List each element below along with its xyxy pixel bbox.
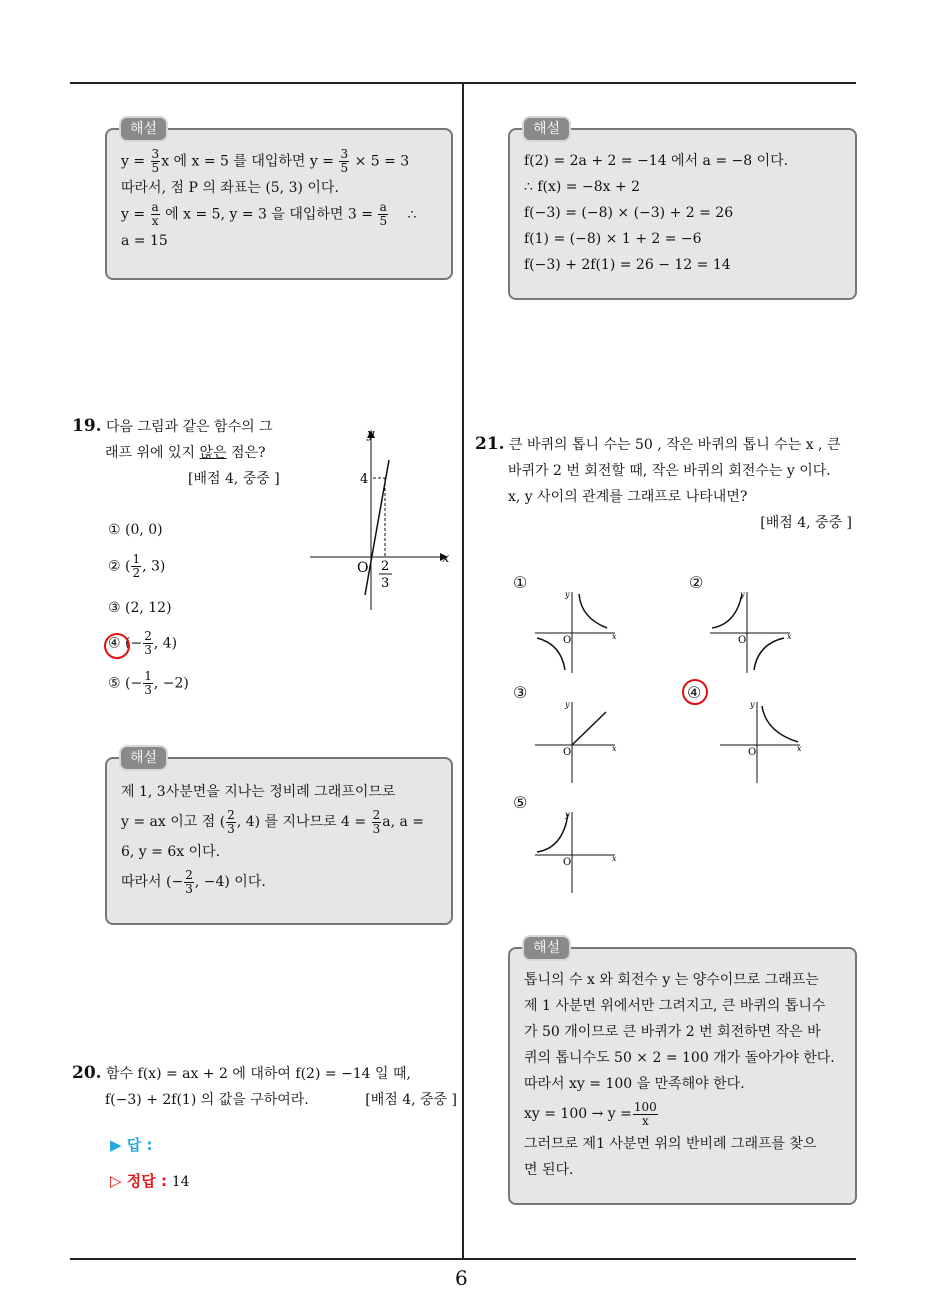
choice-5[interactable]: ⑤ (− $\frac{1}{3}$ , −2) [108,669,189,697]
y-axis-label: y [367,427,375,442]
solution-badge: 해설 [522,935,571,961]
answer-value: 14 [171,1174,190,1190]
solution-badge: 해설 [119,116,168,142]
svg-text:y: y [565,700,570,709]
solution-line: y = $\frac{a}{x}$ 에 x = 5, y = 3 을 대입하면 3 = $\frac{a}{5}$ ∴ [121,200,417,228]
question-20 [72,1060,457,1113]
solution-line: 6, y = 6x 이다. [121,844,221,860]
answer-mark-circle [104,633,130,659]
answer-mark-circle [682,679,708,705]
x-tick-denominator: 3 [381,576,390,591]
q21-graph-2 [710,588,795,673]
question-text: x, y 사이의 관계를 그래프로 나타내면? [508,489,748,505]
solution-badge: 해설 [522,116,571,142]
question-text: 래프 위에 있지 않은 점은? [105,445,266,461]
svg-text:x: x [612,632,617,641]
solution-line: 톱니의 수 x 와 회전수 y 는 양수이므로 그래프는 [524,972,819,988]
svg-text:x: x [612,854,617,863]
svg-text:y: y [740,590,745,599]
svg-text:O: O [563,635,572,646]
q21-graph-1 [535,588,620,673]
question-number: 21. [475,434,505,454]
fraction: $\frac{3}{5}$ [151,147,160,175]
solution-badge: 해설 [119,745,168,771]
origin-label: O [357,560,369,576]
solution-line: f(1) = (−8) × 1 + 2 = −6 [524,231,702,247]
solution-box-19 [105,750,453,925]
q21-choice-2[interactable]: ② [689,573,704,592]
solution-line: 제 1, 3사분면을 지나는 정비례 그래프이므로 [121,784,396,800]
question-text: 바퀴가 2 번 회전할 때, 작은 바퀴의 회전수는 y 이다. [508,463,831,479]
answer-correct: ▷ 정답 : 14 [110,1172,190,1190]
question-number: 20. [72,1063,102,1083]
question-21 [475,431,860,536]
solution-box-prev [508,121,857,300]
fraction: $\frac{a}{5}$ [379,200,388,228]
solution-line: f(2) = 2a + 2 = −14 에서 a = −8 이다. [524,153,789,169]
solution-line: y = $\frac{3}{5}$ x 에 x = 5 를 대입하면 y = $\frac{3}{5}$ × 5 = 3 [121,147,410,175]
q21-choice-3[interactable]: ③ [513,683,528,702]
solution-box-18 [105,121,453,280]
question-points: [배점 4, 중중 ] [760,515,852,531]
solution-line: 그러므로 제1 사분면 위의 반비례 그래프를 찾으 [524,1136,817,1152]
q19-graph [305,420,455,610]
solution-line: 가 50 개이므로 큰 바퀴가 2 번 회전하면 작은 바 [524,1024,821,1040]
svg-text:y: y [565,590,570,599]
bottom-rule [70,1258,856,1260]
svg-text:O: O [748,747,757,758]
solution-line: 제 1 사분면 위에서만 그려지고, 큰 바퀴의 톱니수 [524,998,826,1014]
svg-text:y: y [565,810,570,819]
q21-choice-4[interactable]: ④ [687,683,702,702]
q21-graph-5 [535,808,620,893]
y-tick-label: 4 [360,472,369,487]
choice-1[interactable]: ① (0, 0) [108,522,163,538]
column-divider [462,84,464,1259]
x-tick-numerator: 2 [381,559,390,574]
svg-text:O: O [738,635,747,646]
function-line [365,460,389,595]
solution-line: 면 된다. [524,1162,574,1178]
answer-label: ▶ 답 : [110,1136,153,1154]
page-number: 6 [455,1266,468,1290]
svg-text:x: x [612,744,617,753]
q21-choice-1[interactable]: ① [513,573,528,592]
q21-graph-4 [720,698,805,783]
question-points: [배점 4, 중중 ] [365,1092,457,1108]
solution-line: 따라서 xy = 100 을 만족해야 한다. [524,1076,745,1092]
solution-line: 따라서, 점 P 의 좌표는 (5, 3) 이다. [121,180,339,196]
solution-line: y = ax 이고 점 ( $\frac{2}{3}$ , 4) 를 지나므로 4 = $\frac{2}{3}$ a, a = [121,807,425,836]
choice-2[interactable]: ② ( $\frac{1}{2}$ , 3) [108,552,166,580]
question-text: f(−3) + 2f(1) 의 값을 구하여라. [105,1092,309,1108]
solution-line: ∴ f(x) = −8x + 2 [524,179,641,195]
svg-text:x: x [787,632,792,641]
choice-3[interactable]: ③ (2, 12) [108,600,172,616]
solution-line: xy = 100 → y = $\frac{100}{x}$ [524,1099,657,1128]
fraction: $\frac{3}{5}$ [340,147,349,175]
svg-text:O: O [563,857,572,868]
solution-line: f(−3) = (−8) × (−3) + 2 = 26 [524,205,734,221]
fraction: $\frac{a}{x}$ [151,200,159,228]
svg-text:y: y [750,700,755,709]
solution-line: 따라서 (− $\frac{2}{3}$ , −4) 이다. [121,867,266,896]
svg-text:O: O [563,747,572,758]
question-number: 19. [72,416,102,436]
question-text: 큰 바퀴의 톱니 수는 50 , 작은 바퀴의 톱니 수는 x , 큰 [509,437,841,453]
solution-box-21 [508,940,857,1205]
question-text: 함수 f(x) = ax + 2 에 대하여 f(2) = −14 일 때, [106,1066,411,1082]
solution-line: 퀴의 톱니수도 50 × 2 = 100 개가 돌아가야 한다. [524,1050,835,1066]
choice-4[interactable]: ④ (− $\frac{2}{3}$ , 4) [108,629,178,657]
solution-line: a = 15 [121,233,168,249]
question-19 [72,413,312,492]
question-points: [배점 4, 중중 ] [188,471,280,487]
q21-choice-5[interactable]: ⑤ [513,793,528,812]
question-text: 다음 그림과 같은 함수의 그 [106,419,273,435]
solution-line: f(−3) + 2f(1) = 26 − 12 = 14 [524,257,731,273]
x-axis-label: x [442,551,450,566]
q21-graph-3 [535,698,620,783]
svg-text:x: x [797,744,802,753]
